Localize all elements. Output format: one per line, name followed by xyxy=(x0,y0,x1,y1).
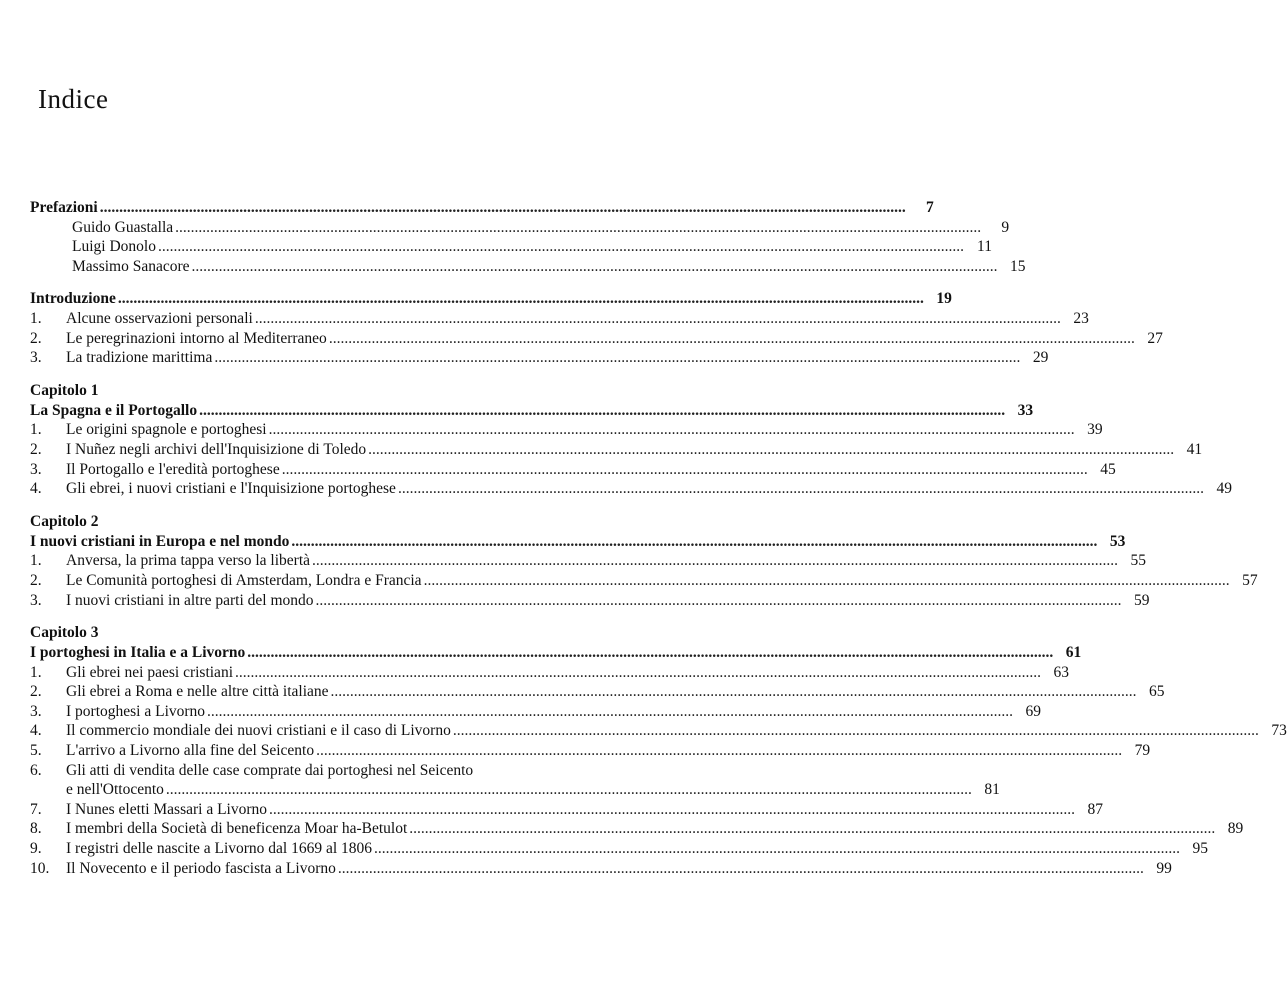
dot-leader xyxy=(374,839,1180,859)
entry-number: 9. xyxy=(30,840,42,858)
heading-title: Introduzione xyxy=(30,290,116,308)
page-title: Indice xyxy=(38,84,109,114)
entry-title: I nuovi cristiani in altre parti del mondo xyxy=(66,591,314,609)
toc-entry[interactable] xyxy=(30,571,1258,591)
toc-entry[interactable] xyxy=(30,440,1203,460)
toc-heading-entry[interactable] xyxy=(30,532,1126,552)
dot-leader xyxy=(368,440,1174,460)
entry-title: Gli atti di vendita delle case comprate dai portoghesi nel Seicento xyxy=(66,761,474,779)
toc-entry[interactable] xyxy=(30,859,1172,879)
entry-number: 6. xyxy=(30,761,42,779)
entry-title: I Nunes eletti Massari a Livorno xyxy=(66,800,268,818)
dot-leader xyxy=(329,329,1135,349)
page-number: 57 xyxy=(1242,571,1258,589)
page-number: 87 xyxy=(1087,800,1104,818)
entry-number: 1. xyxy=(30,552,42,570)
dot-leader xyxy=(255,309,1061,329)
entry-title: I Nuñez negli archivi dell'Inquisizione di Toledo xyxy=(66,440,367,458)
toc-entry[interactable] xyxy=(30,721,1287,741)
toc-entry[interactable] xyxy=(30,591,1150,611)
toc-entry[interactable] xyxy=(30,420,1103,440)
entry-title: Il Novecento e il periodo fascista a Livorno xyxy=(66,859,336,877)
dot-leader xyxy=(409,819,1215,839)
entry-title: Guido Guastalla xyxy=(72,218,174,236)
dot-leader xyxy=(199,401,1005,421)
page-number: 7 xyxy=(925,199,934,216)
entry-title: La tradizione marittima xyxy=(66,349,213,367)
dot-leader xyxy=(312,551,1118,571)
entry-number: 2. xyxy=(30,440,42,458)
entry-title: Massimo Sanacore xyxy=(72,257,190,275)
dot-leader xyxy=(192,257,998,277)
chapter-label: Capitolo 1 xyxy=(30,381,99,399)
heading-title: Prefazioni xyxy=(30,199,98,216)
toc-section xyxy=(30,512,1258,610)
page-number: 65 xyxy=(1149,683,1165,701)
page-number: 89 xyxy=(1227,820,1244,838)
entry-title: Il commercio mondiale dei nuovi cristiani e il caso di Livorno xyxy=(66,722,451,740)
table-of-contents xyxy=(30,198,1287,891)
entry-number: 1. xyxy=(30,309,42,327)
toc-entry[interactable] xyxy=(30,761,675,781)
toc-entry[interactable] xyxy=(30,682,1165,702)
dot-leader xyxy=(166,780,972,800)
entry-number: 1. xyxy=(30,421,42,439)
dot-leader xyxy=(316,591,1122,611)
toc-entry[interactable] xyxy=(30,460,1116,480)
entry-number: 4. xyxy=(30,722,42,740)
toc-entry[interactable] xyxy=(30,479,1232,499)
page-number: 33 xyxy=(1017,401,1034,419)
dot-leader xyxy=(247,643,1053,663)
toc-section xyxy=(30,289,1163,367)
dot-leader xyxy=(175,218,981,238)
toc-heading-entry[interactable] xyxy=(30,289,952,309)
page-number: 53 xyxy=(1109,532,1126,550)
entry-number: 8. xyxy=(30,820,42,838)
entry-number: 2. xyxy=(30,571,42,589)
entry-title: I portoghesi a Livorno xyxy=(66,702,206,720)
dot-leader xyxy=(214,348,1020,368)
toc-section xyxy=(30,623,1287,878)
entry-number: 5. xyxy=(30,742,42,760)
page-number: 9 xyxy=(1001,218,1010,236)
toc-entry[interactable] xyxy=(30,839,1209,859)
heading-title: I nuovi cristiani in Europa e nel mondo xyxy=(30,532,290,550)
page-number: 73 xyxy=(1271,722,1287,740)
entry-title: Gli ebrei, i nuovi cristiani e l'Inquisizione portoghese xyxy=(66,480,396,498)
dot-leader xyxy=(158,237,964,257)
dot-leader xyxy=(338,859,1144,879)
toc-entry[interactable] xyxy=(30,309,1089,329)
page-number: 81 xyxy=(984,781,1000,799)
dot-leader xyxy=(269,800,1075,820)
dot-leader xyxy=(316,741,1122,761)
entry-title-continuation: e nell'Ottocento xyxy=(66,781,164,799)
entry-title: Le origini spagnole e portoghesi xyxy=(66,421,267,439)
page-number: 99 xyxy=(1156,859,1172,877)
dot-leader xyxy=(118,289,924,309)
dot-leader xyxy=(269,420,1075,440)
toc-entry[interactable] xyxy=(30,237,992,257)
page-number: 49 xyxy=(1216,480,1232,498)
entry-number: 3. xyxy=(30,460,42,478)
dot-leader xyxy=(424,571,1230,591)
page-number: 59 xyxy=(1134,591,1150,609)
toc-entry[interactable] xyxy=(30,348,1049,368)
entry-title: I membri della Società di beneficenza Moar ha-Betulot xyxy=(66,820,408,838)
page-number: 39 xyxy=(1087,421,1103,439)
dot-leader xyxy=(100,198,906,218)
toc-entry[interactable] xyxy=(30,218,1010,238)
page-number: 69 xyxy=(1025,702,1042,720)
entry-title: I registri delle nascite a Livorno dal 1669 al 1806 xyxy=(66,840,373,858)
toc-section xyxy=(30,198,1026,276)
entry-title: Anversa, la prima tappa verso la libertà xyxy=(66,552,311,570)
page-number: 79 xyxy=(1134,742,1151,760)
dot-leader xyxy=(207,702,1013,722)
page-number: 61 xyxy=(1065,644,1082,662)
toc-entry-continuation[interactable] xyxy=(30,780,1000,800)
page-number: 41 xyxy=(1186,440,1203,458)
entry-title: Gli ebrei a Roma e nelle altre città italiane xyxy=(66,683,329,701)
entry-title: Alcune osservazioni personali xyxy=(66,309,253,327)
toc-heading-entry[interactable] xyxy=(30,401,1034,421)
toc-entry[interactable] xyxy=(30,819,1244,839)
heading-title: La Spagna e il Portogallo xyxy=(30,401,198,419)
toc-entry[interactable] xyxy=(30,663,1069,683)
toc-heading-entry[interactable] xyxy=(30,198,934,218)
page-number: 63 xyxy=(1053,663,1069,681)
entry-number: 3. xyxy=(30,591,42,609)
page-number: 27 xyxy=(1147,329,1163,347)
entry-number: 2. xyxy=(30,329,42,347)
dot-leader xyxy=(331,682,1137,702)
heading-title: I portoghesi in Italia e a Livorno xyxy=(30,644,246,662)
entry-title: Le peregrinazioni intorno al Mediterraneo xyxy=(66,329,327,347)
chapter-label: Capitolo 2 xyxy=(30,512,99,530)
toc-entry[interactable] xyxy=(30,741,1151,761)
entry-title: Le Comunità portoghesi di Amsterdam, Londra e Francia xyxy=(66,571,422,589)
toc-entry[interactable] xyxy=(30,702,1042,722)
dot-leader xyxy=(453,721,1259,741)
entry-number: 7. xyxy=(30,800,42,818)
entry-number: 10. xyxy=(30,859,50,877)
toc-section xyxy=(30,381,1232,499)
entry-title: Gli ebrei nei paesi cristiani xyxy=(66,663,233,681)
dot-leader xyxy=(398,479,1204,499)
entry-title: Il Portogallo e l'eredità portoghese xyxy=(66,460,280,478)
toc-entry[interactable] xyxy=(30,800,1104,820)
page-number: 19 xyxy=(936,290,952,308)
toc-entry[interactable] xyxy=(30,257,1026,277)
entry-number: 3. xyxy=(30,702,42,720)
page-number: 95 xyxy=(1192,840,1209,858)
dot-leader xyxy=(235,663,1041,683)
entry-number: 1. xyxy=(30,663,42,681)
page-number: 23 xyxy=(1073,309,1089,327)
page-number: 11 xyxy=(977,238,992,256)
dot-leader xyxy=(282,460,1088,480)
entry-title: Luigi Donolo xyxy=(72,238,156,256)
page-number: 55 xyxy=(1130,552,1147,570)
toc-heading-entry[interactable] xyxy=(30,643,1082,663)
page-number: 45 xyxy=(1100,460,1116,478)
entry-number: 3. xyxy=(30,349,42,367)
toc-entry[interactable] xyxy=(30,329,1163,349)
toc-entry[interactable] xyxy=(30,551,1147,571)
page-number: 15 xyxy=(1010,257,1026,275)
entry-number: 4. xyxy=(30,480,42,498)
dot-leader xyxy=(291,532,1097,552)
chapter-label: Capitolo 3 xyxy=(30,624,99,642)
entry-number: 2. xyxy=(30,683,42,701)
entry-title: L'arrivo a Livorno alla fine del Seicento xyxy=(66,742,315,760)
page-number: 29 xyxy=(1032,349,1049,367)
